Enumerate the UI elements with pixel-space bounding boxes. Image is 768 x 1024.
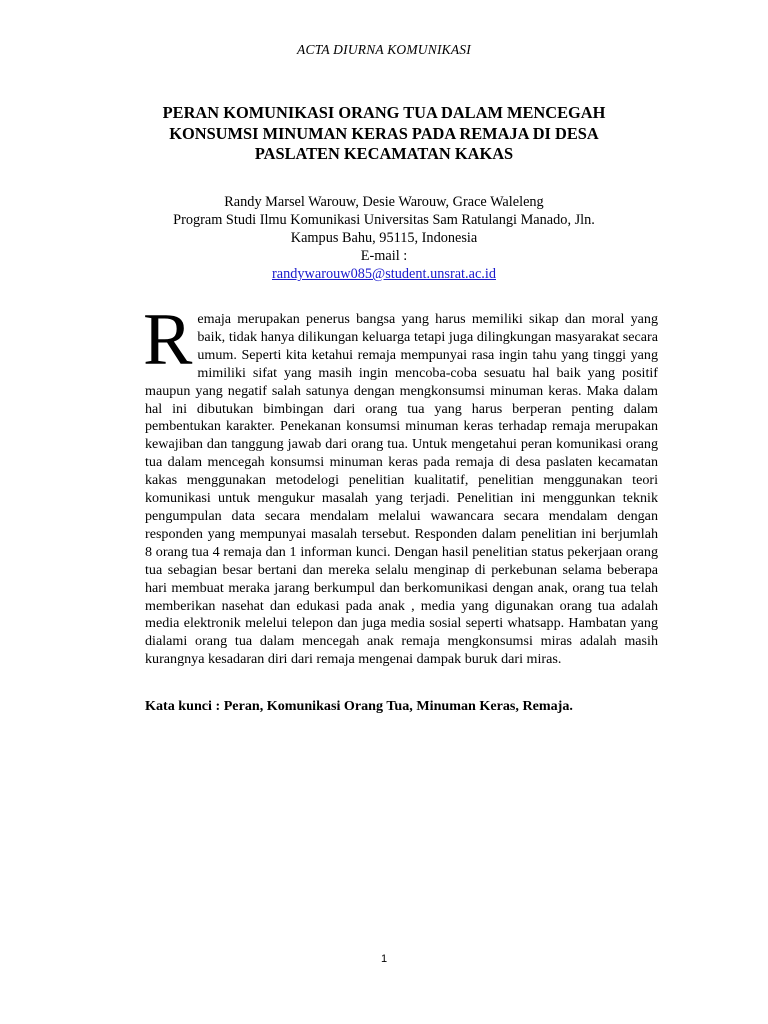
title-line-1: PERAN KOMUNIKASI ORANG TUA DALAM MENCEGAH [162, 103, 606, 122]
page-number: 1 [380, 953, 388, 965]
affiliation-line-2: Kampus Bahu, 95115, Indonesia [290, 230, 478, 246]
abstract-dropcap: R [143, 299, 193, 381]
author-names: Randy Marsel Warouw, Desie Warouw, Grace Waleleng [224, 194, 544, 210]
journal-header: ACTA DIURNA KOMUNIKASI [297, 42, 471, 57]
email-link[interactable]: randywarouw085@student.unsrat.ac.id [272, 266, 496, 282]
author-block [100, 193, 668, 283]
title-line-2: KONSUMSI MINUMAN KERAS PADA REMAJA DI DESA [169, 123, 599, 143]
title-line-3: PASLATEN KECAMATAN KAKAS [254, 144, 514, 163]
keywords: Kata kunci : Peran, Komunikasi Orang Tua, Minuman Keras, Remaja. [145, 698, 573, 714]
abstract-text: emaja merupakan penerus bangsa yang harus memiliki sikap dan moral yang baik, tidak hanya dilikungan keluarga tetapi juga dilingkungan masyarakat secara umum. Seperti kita ketahui remaja mempunyai rasa ingin tahu yang tinggi yang mimiliki sifat yang masih ingin mencoba-coba sesuatu hal baik yang positif maupun yang negatif salah satunya dengan mengkonsumsi minuman keras. Maka dalam hal ini dibutukan bimbingan dari orang tua yang harus berperan penting dalam pembentukan karakter. Penekanan konsumsi minuman keras terhadap remaja merupakan kewajiban dan tanggung jawab dari orang tua. Untuk mengetahui peran komunikasi orang tua dalam mencegah konsumsi minuman keras pada remaja di desa paslaten kecamatan kakas menggunakan metodelogi penelitian kualitatif, penelitian menggunakan teori komunikasi untuk mengukur masalah yang terjadi. Penelitian ini menggunkan teknik pengumpulan data secara mendalam melalui wawancara secara mendalam dengan responden yang mempunyai masalah tersebut. Responden dalam penelitian ini berjumlah 8 orang tua 4 remaja dan 1 informan kunci. Dengan hasil penelitian status pekerjaan orang tua sebagian besar bertani dan mereka selalu menginap di perkebunan selama beberapa hari membuat meraka jarang berkumpul dan berkomunikasi dengan anak, orang tua telah memberikan nasehat dan edukasi pada anak , media yang digunakan orang tua adalah media elektronik melelui telepon dan juga media sosial seperti whatsapp. Hambatan yang dialami orang tua dalam mencegah anak remaja mengkonsumsi miras adalah masih kurangnya kesadaran diri dari remaja mengenai dampak buruk dari miras. [145, 311, 658, 668]
email-line [100, 247, 668, 283]
email-label: E-mail : [360, 248, 408, 264]
affiliation-line-1: Program Studi Ilmu Komunikasi Universitas Sam Ratulangi Manado, Jln. [173, 212, 595, 228]
abstract [143, 299, 658, 669]
paper-title [120, 103, 648, 165]
